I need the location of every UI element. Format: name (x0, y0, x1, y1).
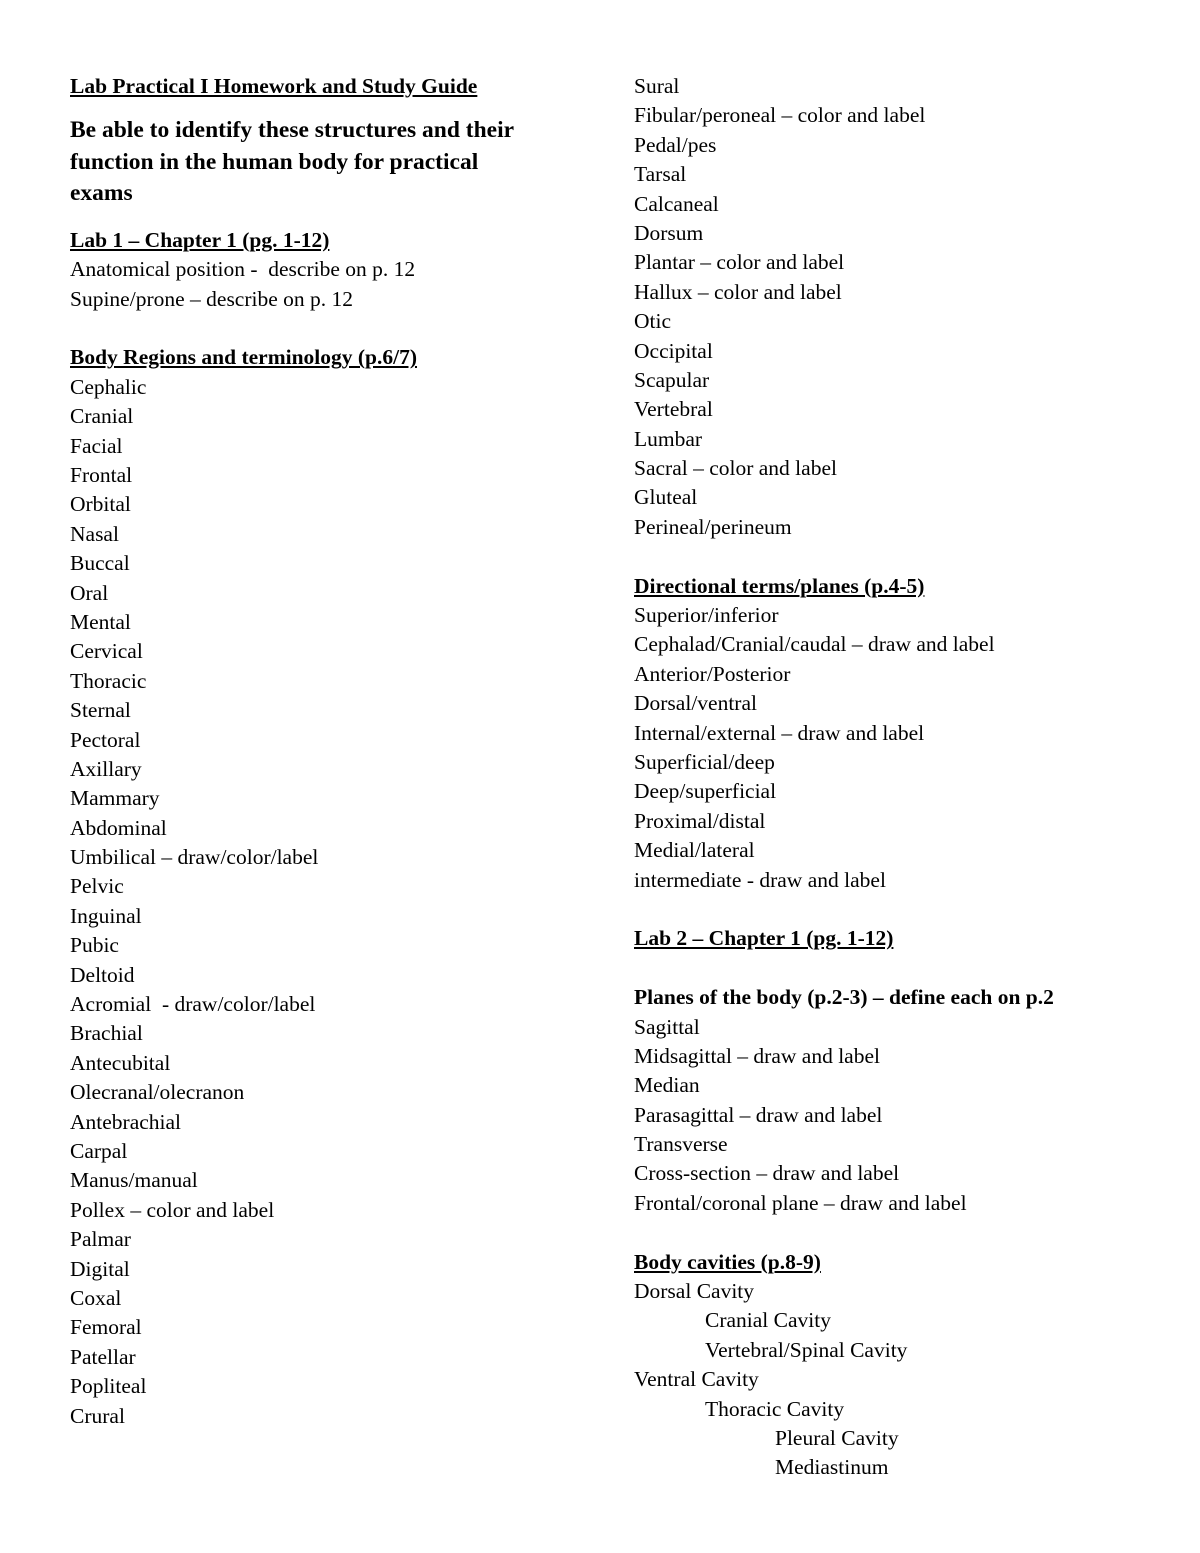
directional-term-item: intermediate - draw and label (634, 867, 886, 892)
body-region-item: Nasal (70, 521, 119, 546)
body-region-item: Tarsal (634, 162, 687, 187)
body-region-item: Scapular (634, 367, 710, 392)
directional-term-item: Proximal/distal (634, 808, 766, 833)
body-region-item: Vertebral (634, 397, 713, 422)
body-region-item: Cranial (70, 404, 134, 429)
directional-term-item: Cephalad/Cranial/caudal – draw and label (634, 632, 995, 657)
body-region-item: Abdominal (70, 815, 167, 840)
body-region-item: Sternal (70, 698, 131, 723)
directional-term-item: Deep/superficial (634, 779, 777, 804)
plane-item: Frontal/coronal plane – draw and label (634, 1190, 967, 1215)
body-region-item: Popliteal (70, 1374, 147, 1399)
spacer (634, 895, 1174, 924)
body-region-item: Deltoid (70, 962, 135, 987)
directional-term-item: Medial/lateral (634, 838, 755, 863)
plane-item: Cross-section – draw and label (634, 1161, 900, 1186)
body-region-item: Otic (634, 309, 672, 334)
body-region-item: Crural (70, 1403, 125, 1428)
directional-term-item: Internal/external – draw and label (634, 720, 925, 745)
lab1-item: Anatomical position - describe on p. 12 (70, 257, 416, 282)
body-region-item: Orbital (70, 492, 131, 517)
body-region-item: Antecubital (70, 1050, 171, 1075)
body-region-item: Thoracic (70, 668, 147, 693)
spacer (634, 1218, 1174, 1247)
body-region-item: Manus/manual (70, 1168, 198, 1193)
body-region-item: Pectoral (70, 727, 141, 752)
body-region-item: Antebrachial (70, 1109, 182, 1134)
cavity-item-dorsal: Dorsal Cavity (634, 1279, 755, 1304)
body-cavities-heading: Body cavities (p.8-9) (634, 1249, 821, 1274)
body-region-item: Palmar (70, 1227, 131, 1252)
body-region-item: Patellar (70, 1344, 136, 1369)
body-region-item: Calcaneal (634, 191, 719, 216)
body-region-item: Buccal (70, 551, 130, 576)
directional-term-item: Anterior/Posterior (634, 661, 791, 686)
body-region-item: Occipital (634, 338, 713, 363)
body-region-item: Carpal (70, 1139, 128, 1163)
body-region-item: Coxal (70, 1285, 122, 1310)
body-region-item: Acromial - draw/color/label (70, 992, 316, 1017)
body-region-item: Pedal/pes (634, 132, 717, 157)
spacer (70, 314, 590, 343)
intro-statement: Be able to identify these structures and their function in the human body for practical exams (70, 117, 514, 207)
cavity-item-mediastinum: Mediastinum (775, 1455, 889, 1480)
lab1-item: Supine/prone – describe on p. 12 (70, 286, 354, 311)
body-region-item: Sural (634, 74, 680, 98)
body-region-item: Pollex – color and label (70, 1197, 275, 1222)
body-region-item: Pubic (70, 933, 119, 958)
body-region-item: Digital (70, 1256, 130, 1281)
plane-item: Transverse (634, 1132, 728, 1157)
body-region-item: Mental (70, 609, 131, 634)
plane-item: Midsagittal – draw and label (634, 1043, 880, 1068)
directional-terms-list (634, 601, 1174, 895)
body-region-item: Brachial (70, 1021, 143, 1046)
body-region-item: Axillary (70, 756, 142, 781)
body-region-item: Lumbar (634, 426, 703, 451)
planes-list (634, 1013, 1174, 1219)
right-column (634, 72, 1174, 1483)
body-region-item: Olecranal/olecranon (70, 1080, 245, 1105)
body-region-item: Pelvic (70, 874, 124, 899)
body-region-item: Femoral (70, 1315, 142, 1340)
body-regions-list (70, 373, 590, 1431)
body-region-item: Umbilical – draw/color/label (70, 845, 319, 870)
cavity-item-thoracic: Thoracic Cavity (705, 1396, 845, 1421)
plane-item: Parasagittal – draw and label (634, 1102, 883, 1127)
plane-item: Sagittal (634, 1014, 700, 1039)
body-region-item: Perineal/perineum (634, 514, 792, 539)
directional-term-item: Superficial/deep (634, 749, 775, 774)
directional-term-item: Dorsal/ventral (634, 691, 757, 716)
cavity-item-ventral: Ventral Cavity (634, 1367, 759, 1392)
spacer (634, 954, 1174, 983)
body-region-item: Plantar – color and label (634, 250, 845, 275)
body-region-item: Fibular/peroneal – color and label (634, 103, 926, 128)
lab1-heading: Lab 1 – Chapter 1 (pg. 1-12) (70, 227, 330, 252)
directional-term-item: Superior/inferior (634, 603, 779, 628)
body-region-item: Sacral – color and label (634, 456, 837, 481)
cavity-item-pleural: Pleural Cavity (775, 1425, 899, 1450)
body-region-item: Oral (70, 580, 109, 605)
body-region-item: Cervical (70, 639, 143, 664)
body-region-item: Inguinal (70, 903, 142, 928)
lab2-heading: Lab 2 – Chapter 1 (pg. 1-12) (634, 926, 894, 951)
cavity-item-cranial: Cranial Cavity (705, 1308, 831, 1333)
cavity-item-vertebral: Vertebral/Spinal Cavity (705, 1337, 908, 1362)
body-region-item: Cephalic (70, 374, 147, 399)
plane-item: Median (634, 1073, 700, 1098)
body-region-item: Gluteal (634, 485, 698, 510)
left-column (70, 72, 590, 1431)
body-region-item: Facial (70, 433, 123, 458)
directional-terms-heading: Directional terms/planes (p.4-5) (634, 573, 925, 598)
planes-heading: Planes of the body (p.2-3) – define each on p.2 (634, 985, 1054, 1010)
body-regions-heading: Body Regions and terminology (p.6/7) (70, 345, 418, 370)
body-region-item: Frontal (70, 463, 133, 488)
body-regions-continued-list (634, 72, 1174, 542)
body-region-item: Mammary (70, 786, 160, 811)
body-region-item: Dorsum (634, 220, 704, 245)
document-title: Lab Practical I Homework and Study Guide (70, 74, 478, 98)
spacer (634, 542, 1174, 571)
body-region-item: Hallux – color and label (634, 279, 842, 304)
